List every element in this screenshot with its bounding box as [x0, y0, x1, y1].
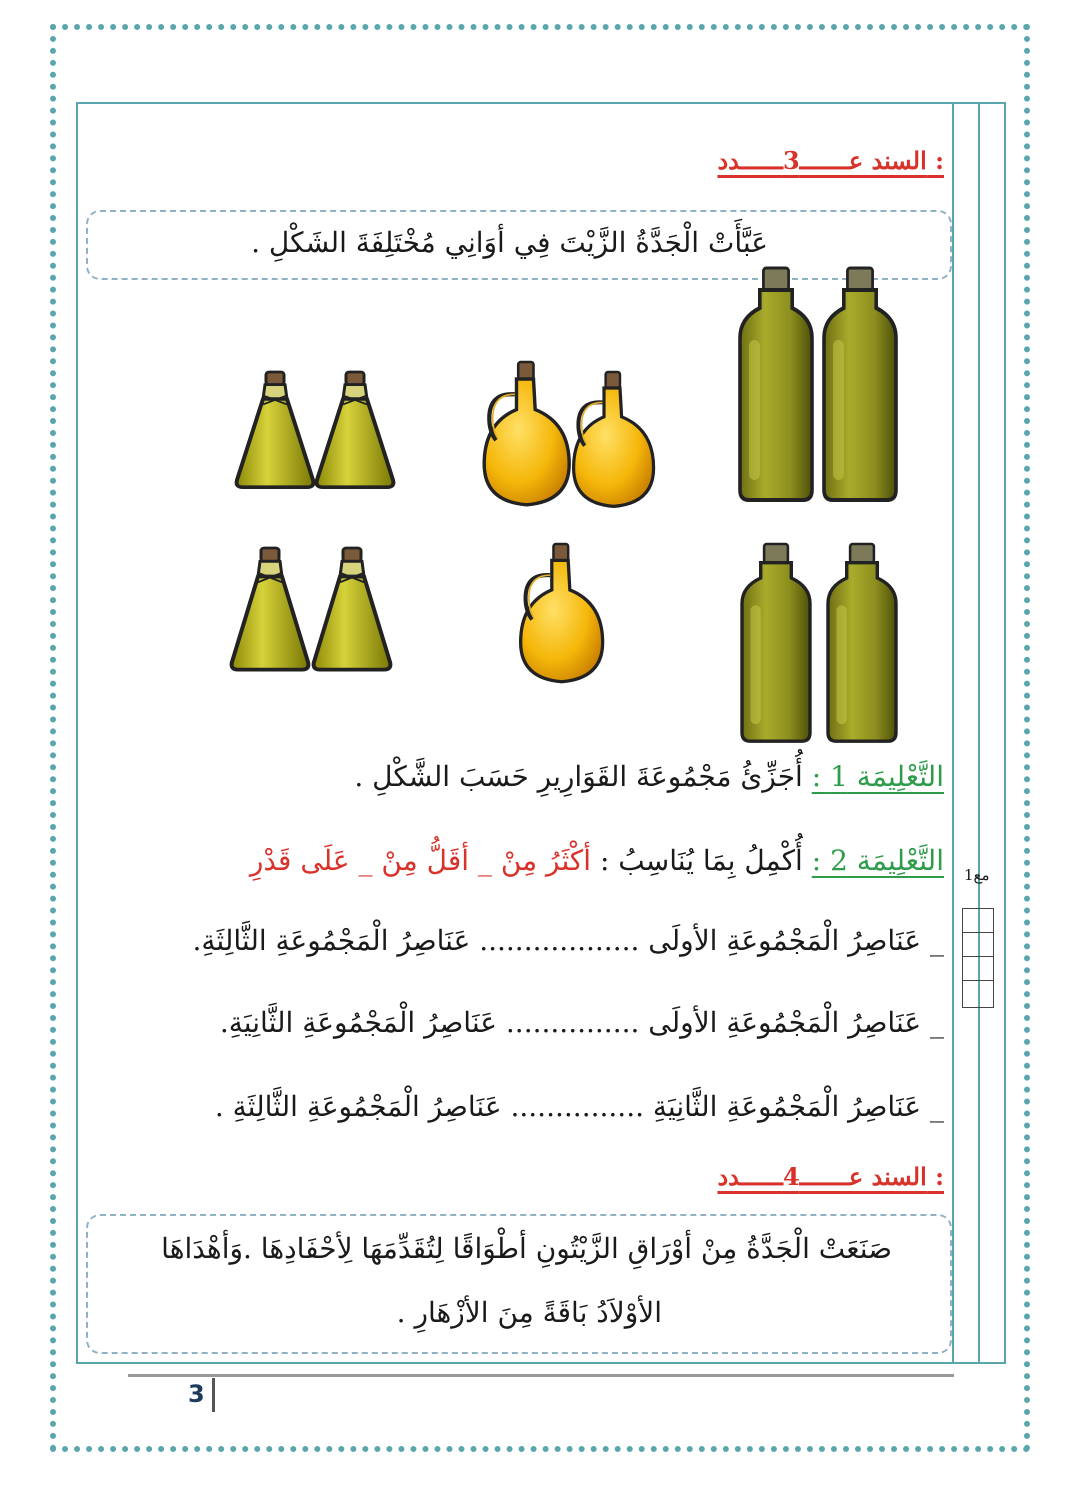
comparison-3: _ عَنَاصِرُ الْمَجْمُوعَةِ الثَّانِيَةِ ............... عَنَاصِرُ الْمَجْمُوعَةِ الثَّالِثَةِ .	[214, 1090, 944, 1123]
grade-box[interactable]	[963, 981, 993, 1005]
comparison-2: _ عَنَاصِرُ الْمَجْمُوعَةِ الأولَى ............... عَنَاصِرُ الْمَجْمُوعَةِ الثَّانِيَةِ.	[219, 1006, 944, 1039]
criterion-label: مع1	[964, 866, 990, 884]
instruction-2-label: التَّعْلِيمَة 2 :	[811, 844, 944, 877]
instruction-1	[354, 760, 944, 793]
grade-box[interactable]	[963, 909, 993, 933]
section-3-heading: السند عـــــــ3ــــــدد :	[717, 146, 944, 175]
instruction-2	[250, 844, 944, 877]
comparison-1: _ عَنَاصِرُ الْمَجْمُوعَةِ الأولَى .................. عَنَاصِرُ الْمَجْمُوعَةِ الثَّالِثَةِ.	[192, 924, 944, 957]
page-number: 3	[188, 1380, 205, 1408]
instruction-1-text: أُجَزِّئُ مَجْمُوعَةَ القَوَارِيرِ حَسَبَ الشَّكْلِ .	[354, 760, 812, 793]
margin-rule	[952, 102, 954, 1364]
instruction-2-options: أكْثَرُ مِنْ _ أقَلُّ مِنْ _ عَلَى قَدْرِ	[249, 844, 592, 877]
section-4-line-2: الأوْلاَدُ بَاقَةً مِنَ الأزْهَارِ .	[396, 1296, 662, 1329]
grade-box[interactable]	[963, 933, 993, 957]
grading-boxes	[962, 908, 994, 1008]
page-number-divider	[212, 1378, 215, 1412]
margin-rule-outer	[978, 102, 980, 1364]
section-3-statement: عَبَّأَتْ الْجَدَّةُ الزَّيْتَ فِي أوَانِي مُخْتَلِفَةَ الشَكْلِ .	[251, 226, 768, 259]
footer-rule	[128, 1374, 954, 1377]
grade-box[interactable]	[963, 957, 993, 981]
section-4-line-1: صَنَعَتْ الْجَدَّةُ مِنْ أوْرَاقِ الزَّيْتُونِ أطْوَاقًا لِتُقَدِّمَهَا لِأحْفَادِهَا .وَأهْدَاهَا	[161, 1232, 892, 1265]
instruction-1-label: التَّعْلِيمَة 1 :	[811, 760, 944, 793]
section-4-heading: السند عـــــــ4ــــــدد :	[717, 1162, 944, 1191]
instruction-2-text: أُكْمِلُ بِمَا يُنَاسِبُ :	[591, 844, 812, 877]
